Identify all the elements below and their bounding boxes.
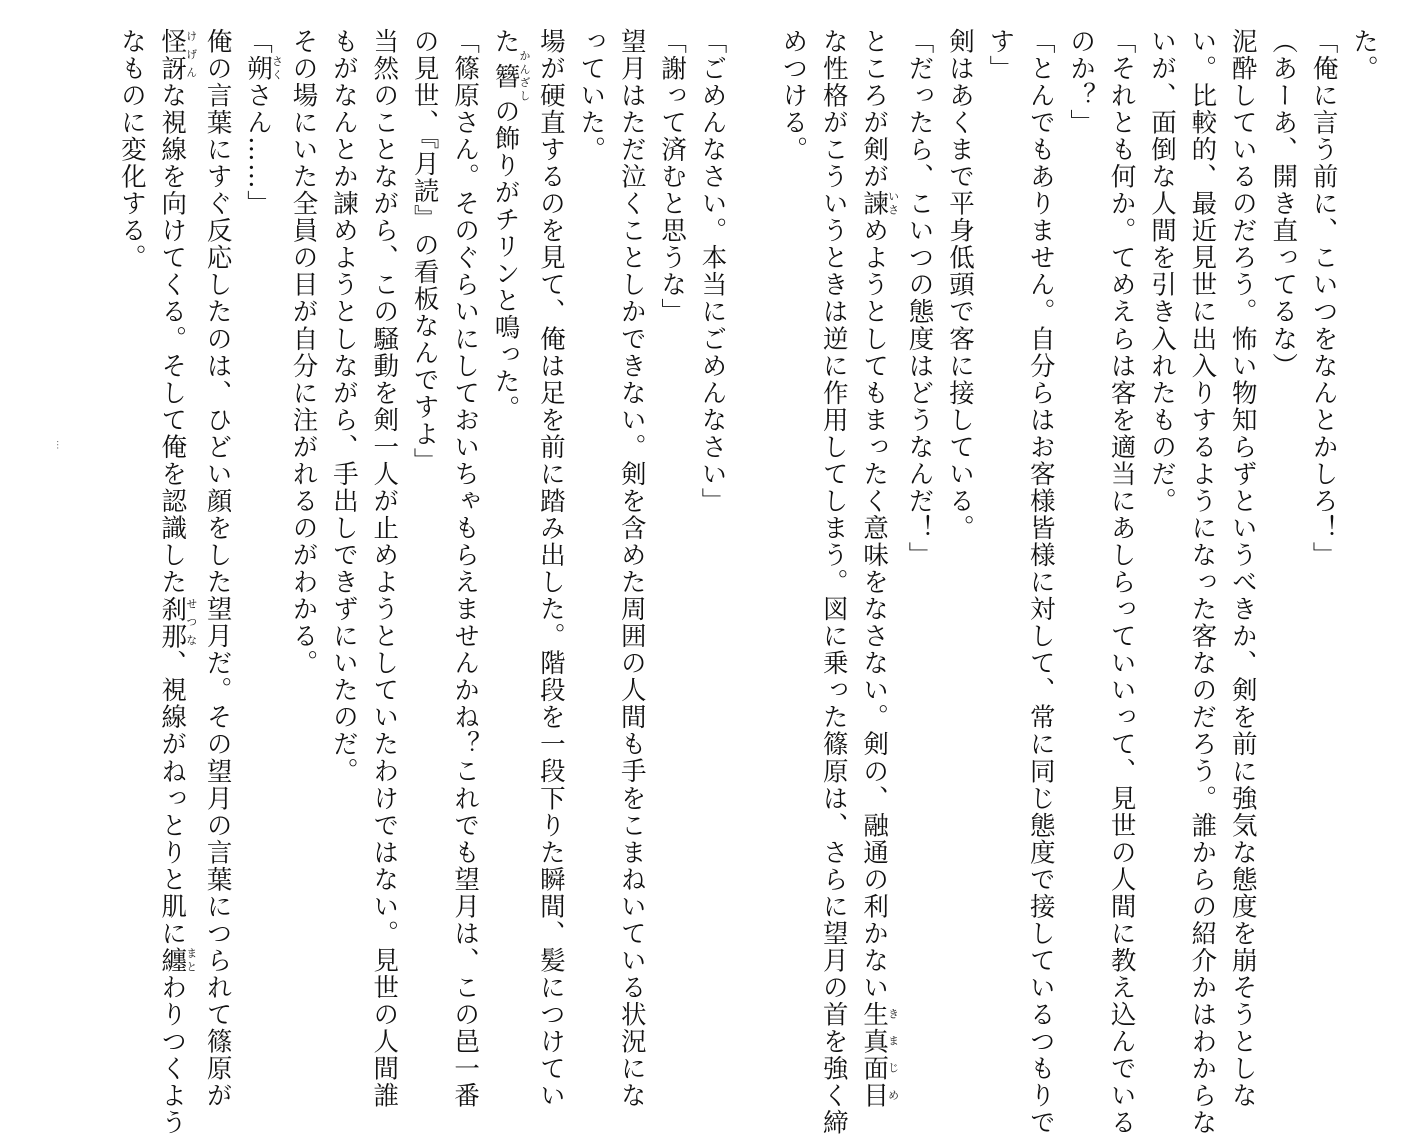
- text-line: [652, 28, 692, 978]
- text-line: [364, 28, 404, 1110]
- text-run: の飾りがチリンと鳴った。: [490, 97, 521, 423]
- text-run: た: [490, 28, 521, 56]
- ruby-base: 簪: [490, 50, 521, 103]
- ruby-base: 生真面目: [859, 1001, 890, 1110]
- text-line: [530, 28, 570, 1110]
- text-run: わりつくよう: [157, 974, 188, 1136]
- ruby-base: 朔: [243, 55, 274, 83]
- text-run: もがなんとか諫めようとしながら、手出しできずにいたのだ。: [328, 28, 359, 785]
- text-run: っていた。: [576, 28, 607, 164]
- vertical-text-body: [111, 28, 1384, 1136]
- text-line: [854, 28, 900, 1110]
- text-run: 場が硬直するのを見て、俺は足を前に踏み出した。階段を一段下りた瞬間、髪につけてい: [535, 28, 566, 1110]
- text-run: めつける。: [778, 28, 809, 164]
- text-line: [283, 28, 323, 978]
- ruby-base: 怪訝: [157, 28, 188, 83]
- text-line: [1222, 28, 1262, 1110]
- ruby-word: [859, 1001, 900, 1110]
- ruby-base: 纏: [157, 947, 188, 975]
- text-run: い。比較的、最近見世に出入りするようになった客なのだろう。誰からの紹介かはわからな: [1187, 28, 1218, 1136]
- text-run: 俺の言葉にすぐ反応したのは、ひどい顔をした望月だ。その望月の言葉につられて篠原が: [202, 28, 233, 1110]
- text-run: めようとしてもまったく意味をなさない。剣の、融通の利かない: [859, 217, 890, 1002]
- ruby-word: [157, 595, 198, 650]
- ruby-reading: けげん: [184, 28, 198, 83]
- text-run: 望月はただ泣くことしかできない。剣を含めた周囲の人間も手をこまねいている状況にな: [616, 28, 647, 1110]
- text-run: な性格がこういうときは逆に作用してしまう。図に乗った篠原は、さらに望月の首を強く締: [818, 28, 849, 1136]
- text-line: [773, 28, 813, 978]
- text-line: [1303, 28, 1343, 978]
- ruby-word: [490, 50, 531, 103]
- text-line: [238, 28, 283, 978]
- text-line: [940, 28, 980, 978]
- ruby-word: [859, 190, 900, 218]
- text-run: 「とんでもありません。自分らはお客様皆様に対して、常に同じ態度で接しているつもりで: [1025, 28, 1056, 1136]
- text-run: 「篠原さん。そのぐらいにしておいちゃもらえませんかね？これでも望月は、この邑一番: [450, 28, 481, 1110]
- text-run: その場にいた全員の目が自分に注がれるのがわかる。: [288, 28, 319, 677]
- text-run: 「それとも何か。てめえらは客を適当にあしらっていいって、見世の人間に教え込んでいる: [1106, 28, 1137, 1136]
- text-line: [899, 28, 939, 978]
- ruby-word: [157, 28, 198, 83]
- text-line: [980, 28, 1020, 978]
- text-line: [1020, 28, 1060, 1136]
- ruby-base: 刹那: [157, 595, 188, 650]
- text-run: 「だったら、こいつの態度はどうなんだ！」: [904, 28, 935, 569]
- text-run: 「謝って済むと思うな」: [657, 28, 688, 326]
- text-line: [1101, 28, 1141, 1136]
- text-line: [611, 28, 651, 1110]
- ruby-base: 諫: [859, 190, 890, 218]
- text-run: 「ごめんなさい。本当にごめんなさい」: [697, 28, 728, 515]
- text-line: [445, 28, 485, 1110]
- text-line: [692, 28, 732, 978]
- text-run: 、視線がねっとりと肌に: [157, 649, 188, 948]
- text-run: 剣はあくまで平身低頭で客に接している。: [944, 28, 975, 542]
- ruby-word: [243, 55, 284, 83]
- ruby-word: [157, 947, 198, 975]
- text-run: さん……」: [243, 82, 274, 218]
- text-run: 当然のことながら、この騒動を剣一人が止めようとしていたわけではない。見世の人間誰: [369, 28, 400, 1110]
- ruby-reading: いさ: [886, 190, 900, 218]
- text-line: [197, 28, 237, 1110]
- text-run: 泥酔しているのだろう。怖い物知らずというべきか、剣を前に強気な態度を崩そうとしな: [1227, 28, 1258, 1110]
- text-run: な視線を向けてくる。そして俺を認識した: [157, 82, 188, 596]
- text-line: [1263, 28, 1303, 978]
- text-run: いが、面倒な人間を引き入れたものだ。: [1146, 28, 1177, 515]
- ruby-reading: さく: [270, 55, 284, 83]
- novel-page: [24, 28, 1384, 1136]
- ruby-reading: きまじめ: [886, 1001, 900, 1110]
- text-run: た。: [1349, 28, 1379, 83]
- ruby-reading: まと: [184, 947, 198, 975]
- text-line: [323, 28, 363, 978]
- text-line: [404, 28, 444, 978]
- text-run: のか？」: [1066, 28, 1097, 137]
- text-line: [1061, 28, 1101, 978]
- text-line: [571, 28, 611, 978]
- text-line: [1142, 28, 1182, 978]
- ruby-reading: かんざし: [517, 50, 531, 103]
- text-run: 「俺に言う前に、こいつをなんとかしろ！」: [1308, 28, 1339, 569]
- text-run: の見世、『月読』の看板なんですよ」: [409, 28, 440, 475]
- text-line: [111, 28, 151, 978]
- text-run: なものに変化する。: [116, 28, 147, 272]
- page-folio: ...: [54, 440, 65, 450]
- ruby-reading: せつな: [184, 595, 198, 650]
- text-run: す」: [985, 28, 1016, 83]
- text-run: （あーあ、開き直ってるな）: [1268, 28, 1299, 380]
- text-line: [485, 28, 530, 978]
- text-line: [813, 28, 853, 1136]
- text-run: 「: [243, 28, 274, 56]
- text-line: [1182, 28, 1222, 1136]
- text-run: ところが剣が: [859, 28, 890, 191]
- text-line: [733, 28, 773, 978]
- text-line: [1344, 28, 1384, 978]
- text-line: [152, 28, 198, 1136]
